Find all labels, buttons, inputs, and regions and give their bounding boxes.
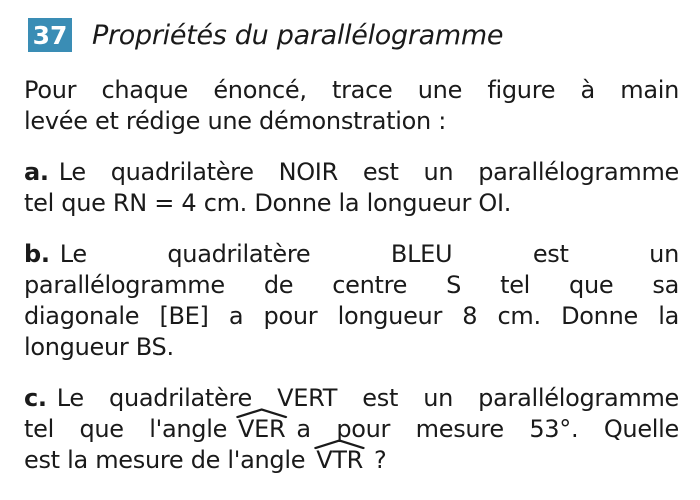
item-text: Le quadrilatère VERT est un parallélogramme [56, 384, 679, 412]
item-text: ? [374, 446, 387, 474]
item-text: Le quadrilatère BLEU est un [59, 240, 679, 268]
text-line: diagonale [BE] a pour longueur 8 cm. Donne la [24, 302, 679, 330]
text-line [24, 383, 679, 414]
exercise-header [28, 18, 680, 52]
item-text: est la mesure de l'angle [24, 446, 306, 474]
intro-paragraph [24, 52, 679, 137]
item-a [24, 137, 679, 219]
text-line [24, 157, 679, 188]
item-text: tel que l'angle [24, 415, 228, 443]
angle-notation-ver [238, 414, 285, 445]
item-label: c. [24, 384, 47, 412]
text-line: longueur BS. [24, 333, 174, 361]
text-line: Pour chaque énoncé, trace une figure à main [24, 76, 679, 104]
text-line [24, 445, 679, 476]
text-line: tel que RN = 4 cm. Donne la longueur OI. [24, 189, 512, 217]
item-text: a pour mesure 53°. Quelle [296, 415, 679, 443]
text-line: parallélogramme de centre S tel que sa [24, 271, 679, 299]
angle-letters: VER [238, 415, 286, 443]
angle-arc-icon [235, 408, 288, 418]
item-label: a. [24, 158, 49, 186]
exercise-title: Propriétés du parallélogramme [92, 19, 504, 51]
exercise-body [24, 52, 679, 476]
angle-arc-icon [313, 439, 366, 449]
angle-notation-vtr [316, 445, 363, 476]
item-b [24, 219, 679, 363]
item-label: b. [24, 240, 50, 268]
item-text: Le quadrilatère NOIR est un parallélogramme [58, 158, 679, 186]
item-c [24, 363, 679, 476]
exercise-number-badge: 37 [28, 18, 72, 52]
text-line: levée et rédige une démonstration : [24, 107, 447, 135]
text-line [24, 239, 679, 270]
angle-letters: VTR [316, 446, 364, 474]
